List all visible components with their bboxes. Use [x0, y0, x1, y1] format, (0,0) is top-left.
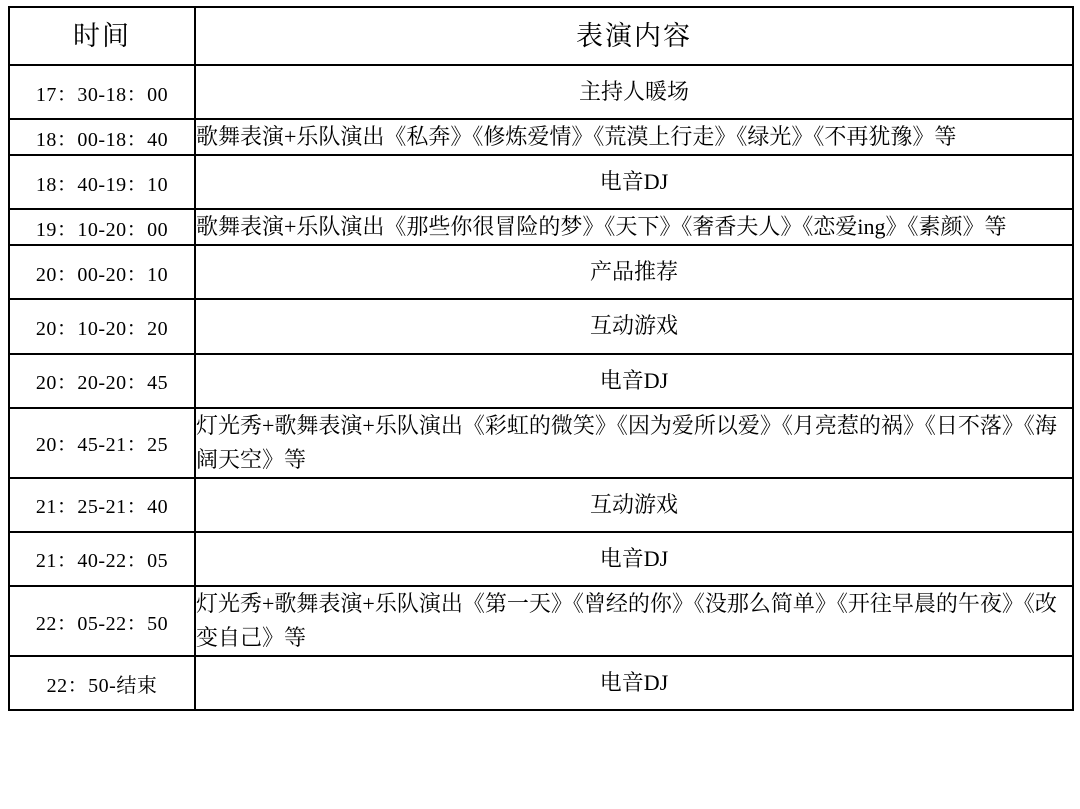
cell-time: 20：00-20：10 [9, 245, 195, 299]
cell-time: 21：40-22：05 [9, 532, 195, 586]
cell-content: 灯光秀+歌舞表演+乐队演出《彩虹的微笑》《因为爱所以爱》《月亮惹的祸》《日不落》《海阔天空》等 [195, 408, 1073, 478]
cell-content: 电音DJ [195, 532, 1073, 586]
table-row [9, 209, 1073, 245]
cell-time: 18：40-19：10 [9, 155, 195, 209]
cell-time: 17：30-18：00 [9, 65, 195, 119]
table-row [9, 656, 1073, 710]
cell-content: 主持人暖场 [195, 65, 1073, 119]
cell-content: 歌舞表演+乐队演出《私奔》《修炼爱情》《荒漠上行走》《绿光》《不再犹豫》等 [195, 119, 1073, 155]
cell-content: 电音DJ [195, 155, 1073, 209]
cell-content: 电音DJ [195, 354, 1073, 408]
cell-time: 21：25-21：40 [9, 478, 195, 532]
table-row [9, 478, 1073, 532]
cell-content: 互动游戏 [195, 299, 1073, 353]
table-header-row [9, 7, 1073, 65]
cell-time: 20：45-21：25 [9, 408, 195, 478]
cell-content: 产品推荐 [195, 245, 1073, 299]
table-row [9, 532, 1073, 586]
column-header-content: 表演内容 [195, 7, 1073, 65]
table-row [9, 354, 1073, 408]
table-header [9, 7, 1073, 65]
table-body [9, 65, 1073, 710]
column-header-time: 时间 [9, 7, 195, 65]
table-row [9, 586, 1073, 656]
cell-time: 20：20-20：45 [9, 354, 195, 408]
cell-time: 20：10-20：20 [9, 299, 195, 353]
table-row [9, 245, 1073, 299]
table-row [9, 119, 1073, 155]
table-row [9, 299, 1073, 353]
table-row [9, 65, 1073, 119]
cell-time: 22：05-22：50 [9, 586, 195, 656]
cell-time: 19：10-20：00 [9, 209, 195, 245]
cell-content: 歌舞表演+乐队演出《那些你很冒险的梦》《天下》《奢香夫人》《恋爱ing》《素颜》等 [195, 209, 1073, 245]
cell-content: 互动游戏 [195, 478, 1073, 532]
table-row [9, 155, 1073, 209]
performance-schedule-table [8, 6, 1074, 711]
cell-content: 灯光秀+歌舞表演+乐队演出《第一天》《曾经的你》《没那么简单》《开往早晨的午夜》《改变自己》等 [195, 586, 1073, 656]
cell-content: 电音DJ [195, 656, 1073, 710]
cell-time: 22：50-结束 [9, 656, 195, 710]
table-row [9, 408, 1073, 478]
cell-time: 18：00-18：40 [9, 119, 195, 155]
